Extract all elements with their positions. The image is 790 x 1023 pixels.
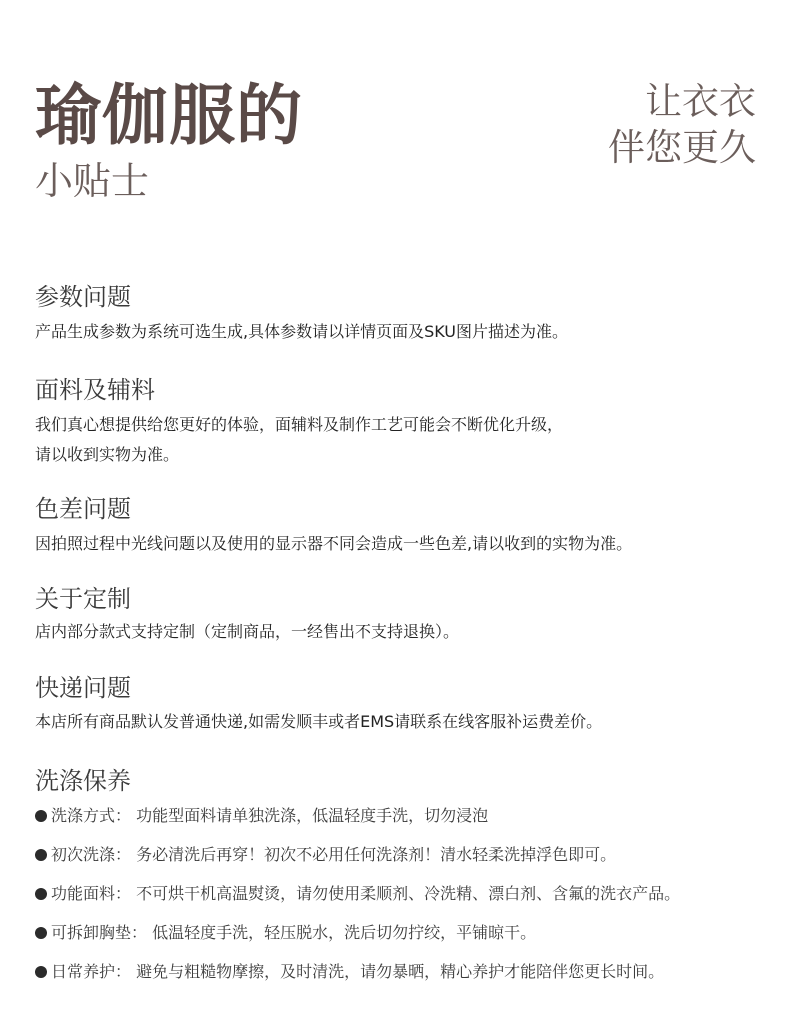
section-heading-care: 洗涤保养 (35, 767, 131, 795)
section-heading-params: 参数问题 (35, 283, 131, 311)
bullet-icon (35, 810, 47, 822)
list-item (35, 923, 680, 962)
slogan (608, 79, 756, 171)
section-text-shipping: 本店所有商品默认发普通快递,如需发顺丰或者EMS请联系在线客服补运费差价。 (35, 712, 603, 731)
care-item-text: 可拆卸胸垫： 低温轻度手洗，轻压脱水，洗后切勿拧绞，平铺晾干。 (51, 923, 537, 942)
section-heading-custom: 关于定制 (35, 585, 131, 613)
section-text-fabric-2: 请以收到实物为准。 (35, 445, 180, 464)
bullet-icon (35, 966, 47, 978)
section-text-params: 产品生成参数为系统可选生成,具体参数请以详情页面及SKU图片描述为准。 (35, 322, 569, 341)
care-item-text: 功能面料： 不可烘干机高温熨烫，请勿使用柔顺剂、冷洗精、漂白剂、含氟的洗衣产品。 (51, 884, 681, 903)
section-heading-shipping: 快递问题 (35, 674, 131, 702)
bullet-icon (35, 888, 47, 900)
section-text-fabric-1: 我们真心想提供给您更好的体验，面辅料及制作工艺可能会不断优化升级， (35, 415, 564, 434)
care-item-text: 洗涤方式： 功能型面料请单独洗涤，低温轻度手洗，切勿浸泡 (51, 806, 489, 825)
section-heading-color: 色差问题 (35, 495, 131, 523)
bullet-icon (35, 927, 47, 939)
care-list (35, 806, 680, 1001)
list-item (35, 845, 680, 884)
list-item (35, 806, 680, 845)
page-subtitle: 小贴士 (35, 159, 150, 203)
list-item (35, 884, 680, 923)
care-item-text: 初次洗涤： 务必清洗后再穿！初次不必用任何洗涤剂！清水轻柔洗掉浮色即可。 (51, 845, 617, 864)
slogan-line-1: 让衣衣 (645, 80, 756, 123)
bullet-icon (35, 849, 47, 861)
list-item (35, 962, 680, 1001)
section-text-color: 因拍照过程中光线问题以及使用的显示器不同会造成一些色差,请以收到的实物为准。 (35, 534, 633, 553)
section-text-custom: 店内部分款式支持定制（定制商品，一经售出不支持退换）。 (35, 622, 460, 641)
slogan-line-2: 伴您更久 (608, 126, 756, 169)
page-title: 瑜伽服的 (35, 77, 303, 154)
section-heading-fabric: 面料及辅料 (35, 376, 155, 404)
care-item-text: 日常养护： 避免与粗糙物摩擦，及时清洗，请勿暴晒，精心养护才能陪伴您更长时间。 (51, 962, 665, 981)
